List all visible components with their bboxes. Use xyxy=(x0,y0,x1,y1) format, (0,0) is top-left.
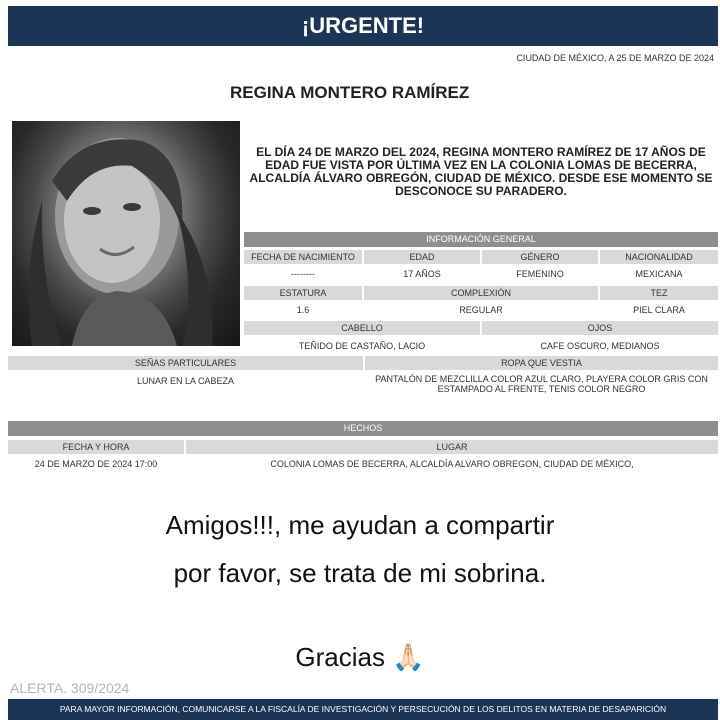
age-label: EDAD xyxy=(364,250,480,264)
facts-bar: HECHOS xyxy=(8,421,718,436)
footer-text: PARA MAYOR INFORMACIÓN, COMUNICARSE A LA FISCALÍA DE INVESTIGACIÓN Y PERSECUCIÓN DE LOS DELITOS EN MATERIA DE DESAPARICIÓN xyxy=(59,704,667,714)
disappearance-description: EL DÍA 24 DE MARZO DEL 2024, REGINA MONTERO RAMÍREZ DE 17 AÑOS DE EDAD FUE VISTA POR ÚLTIMA VEZ EN LA COLONIA LOMAS DE BECERRA, ALCALDÍA ÁLVARO OBREGÓN, CIUDAD DE MÉXICO. DESDE ESE MOMENTO SE DESCONOCE SU PARADERO. xyxy=(249,145,713,198)
eyes-label: OJOS xyxy=(482,321,718,335)
gender-value: FEMENINO xyxy=(516,269,564,279)
age-value: 17 AÑOS xyxy=(403,269,441,279)
marks-value: LUNAR EN LA CABEZA xyxy=(136,376,235,386)
missing-person-photo xyxy=(12,121,240,346)
place-label: LUGAR xyxy=(186,440,718,454)
place-date: CIUDAD DE MÉXICO, A 25 DE MARZO DE 2024 xyxy=(516,53,714,63)
message-line-1: Amigos!!!, me ayudan a compartir xyxy=(165,510,555,540)
datetime-value: 24 DE MARZO DE 2024 17:00 xyxy=(34,459,158,469)
urgent-title: ¡URGENTE! xyxy=(301,13,425,38)
urgent-banner xyxy=(8,6,718,46)
clothes-value: PANTALÓN DE MEZCLILLA COLOR AZUL CLARO, PLAYERA COLOR GRIS CON ESTAMPADO AL FRENTE, TENIS COLOR NEGRO xyxy=(375,374,708,394)
eyes-value: CAFE OSCURO, MEDIANOS xyxy=(540,341,660,351)
skin-label: TEZ xyxy=(600,286,718,300)
general-info-bar: INFORMACIÓN GENERAL xyxy=(244,232,718,247)
birth-date-label: FECHA DE NACIMIENTO xyxy=(244,250,362,264)
alert-number: ALERTA. 309/2024 xyxy=(10,680,130,696)
marks-label: SEÑAS PARTICULARES xyxy=(8,356,363,370)
nationality-label: NACIONALIDAD xyxy=(600,250,718,264)
datetime-label: FECHA Y HORA xyxy=(8,440,184,454)
person-name: REGINA MONTERO RAMÍREZ xyxy=(230,83,470,102)
message-thanks: Gracias 🙏🏻 xyxy=(295,642,425,672)
message-line-2: por favor, se trata de mi sobrina. xyxy=(173,558,547,588)
footer-banner xyxy=(8,699,718,720)
portrait-illustration xyxy=(12,121,240,346)
build-value: REGULAR xyxy=(459,305,503,315)
clothes-label: ROPA QUE VESTIA xyxy=(365,356,718,370)
nationality-value: MEXICANA xyxy=(635,269,683,279)
skin-value: PIEL CLARA xyxy=(633,305,685,315)
height-label: ESTATURA xyxy=(244,286,362,300)
gender-label: GÉNERO xyxy=(482,250,598,264)
height-value: 1.6 xyxy=(296,305,310,315)
place-value: COLONIA LOMAS DE BECERRA, ALCALDÍA ALVARO OBREGON, CIUDAD DE MÉXICO, xyxy=(270,459,634,469)
birth-date-value: -------- xyxy=(291,269,315,279)
hair-value: TEÑIDO DE CASTAÑO, LACIO xyxy=(298,341,426,351)
hair-label: CABELLO xyxy=(244,321,480,335)
build-label: COMPLEXIÓN xyxy=(364,286,598,300)
